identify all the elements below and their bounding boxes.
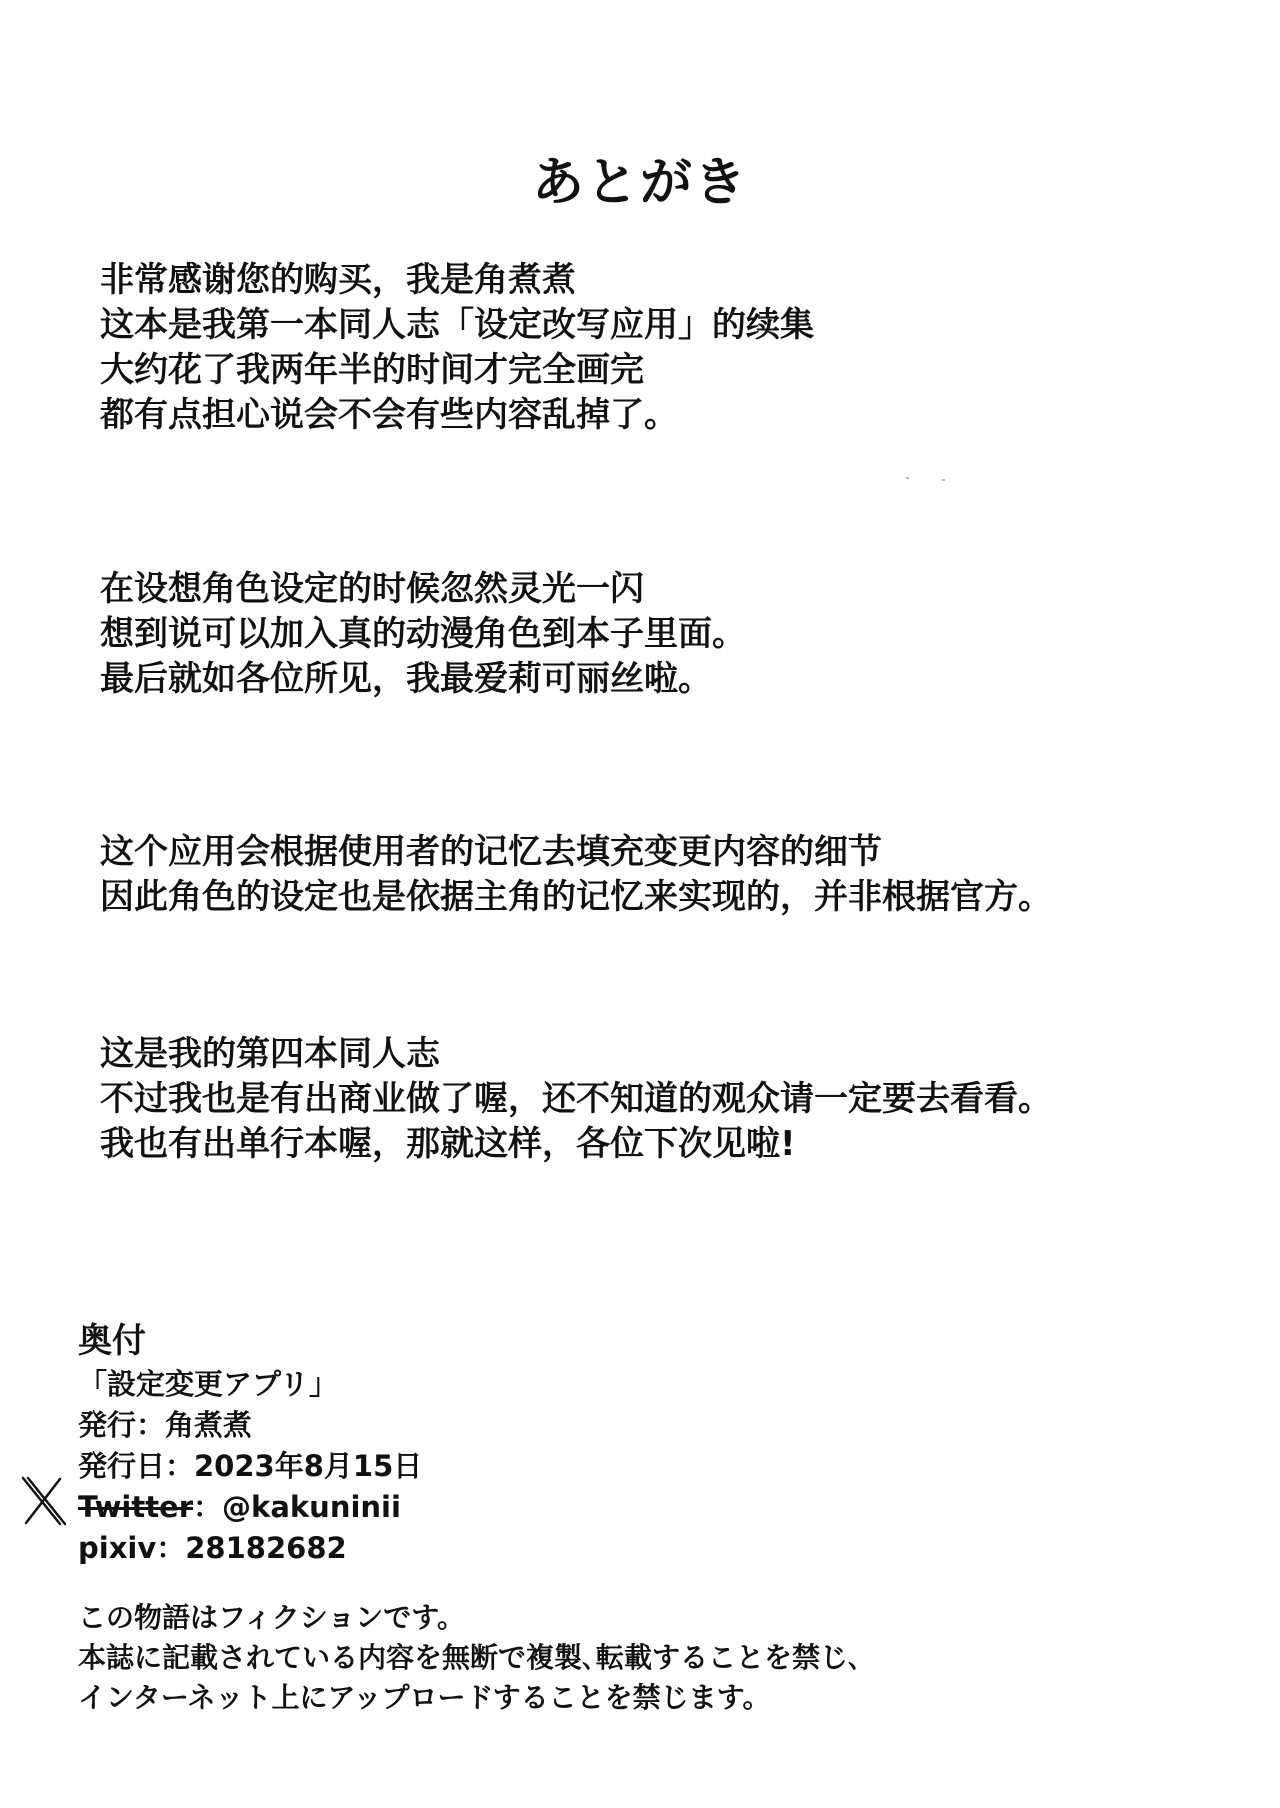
colophon-heading: 奥付	[78, 1321, 146, 1361]
paragraph-2	[100, 567, 1200, 702]
paragraph-line: 不过我也是有出商业做了喔，还不知道的观众请一定要去看看。	[100, 1079, 1052, 1119]
twitter-handle: ：@kakuninii	[193, 1490, 401, 1524]
paragraph-line: 因此角色的设定也是依据主角的记忆来实现的，并非根据官方。	[100, 877, 1052, 917]
paragraph-line: 最后就如各位所见，我最爱莉可丽丝啦。	[100, 659, 712, 699]
paragraph-4	[100, 1032, 1200, 1167]
pixiv-line: pixiv：28182682	[78, 1531, 347, 1565]
twitter-label: Twitter	[78, 1490, 194, 1524]
paragraph-line: 我也有出单行本喔，那就这样，各位下次见啦!	[100, 1124, 796, 1164]
paragraph-line: 这是我的第四本同人志	[100, 1034, 440, 1074]
paragraph-line: 都有点担心说会不会有些内容乱掉了。	[100, 395, 678, 435]
x-logo-icon	[20, 1475, 66, 1527]
paragraph-line: 想到说可以加入真的动漫角色到本子里面。	[100, 614, 746, 654]
publisher-line: 発行：角煮煮	[78, 1408, 253, 1442]
paragraph-line: 在设想角色设定的时候忽然灵光一闪	[100, 569, 644, 609]
scan-speck	[942, 479, 945, 481]
page-title: あとがき	[531, 153, 748, 213]
paragraph-line: 这本是我第一本同人志「设定改写应用」的续集	[100, 305, 814, 345]
scan-speck	[906, 477, 909, 479]
paragraph-line: 这个应用会根据使用者的记忆去填充变更内容的细节	[100, 832, 882, 872]
colophon	[78, 1318, 778, 1569]
publish-date-line: 発行日：2023年8月15日	[78, 1449, 423, 1483]
disclaimer-line: この物語はフィクションです。	[78, 1601, 465, 1634]
disclaimer-line: インターネット上にアップロードすることを禁じます。	[78, 1681, 771, 1714]
disclaimer-line: 本誌に記載されている内容を無断で複製､転載することを禁じ､	[78, 1641, 863, 1674]
paragraph-3	[100, 830, 1200, 920]
paragraph-line: 大约花了我两年半的时间才完全画完	[100, 350, 644, 390]
paragraph-1	[100, 258, 1200, 438]
disclaimer	[78, 1598, 1178, 1718]
book-title: 「設定変更アプリ」	[78, 1367, 338, 1401]
twitter-line	[78, 1487, 778, 1528]
paragraph-line: 非常感谢您的购买，我是角煮煮	[100, 260, 576, 300]
